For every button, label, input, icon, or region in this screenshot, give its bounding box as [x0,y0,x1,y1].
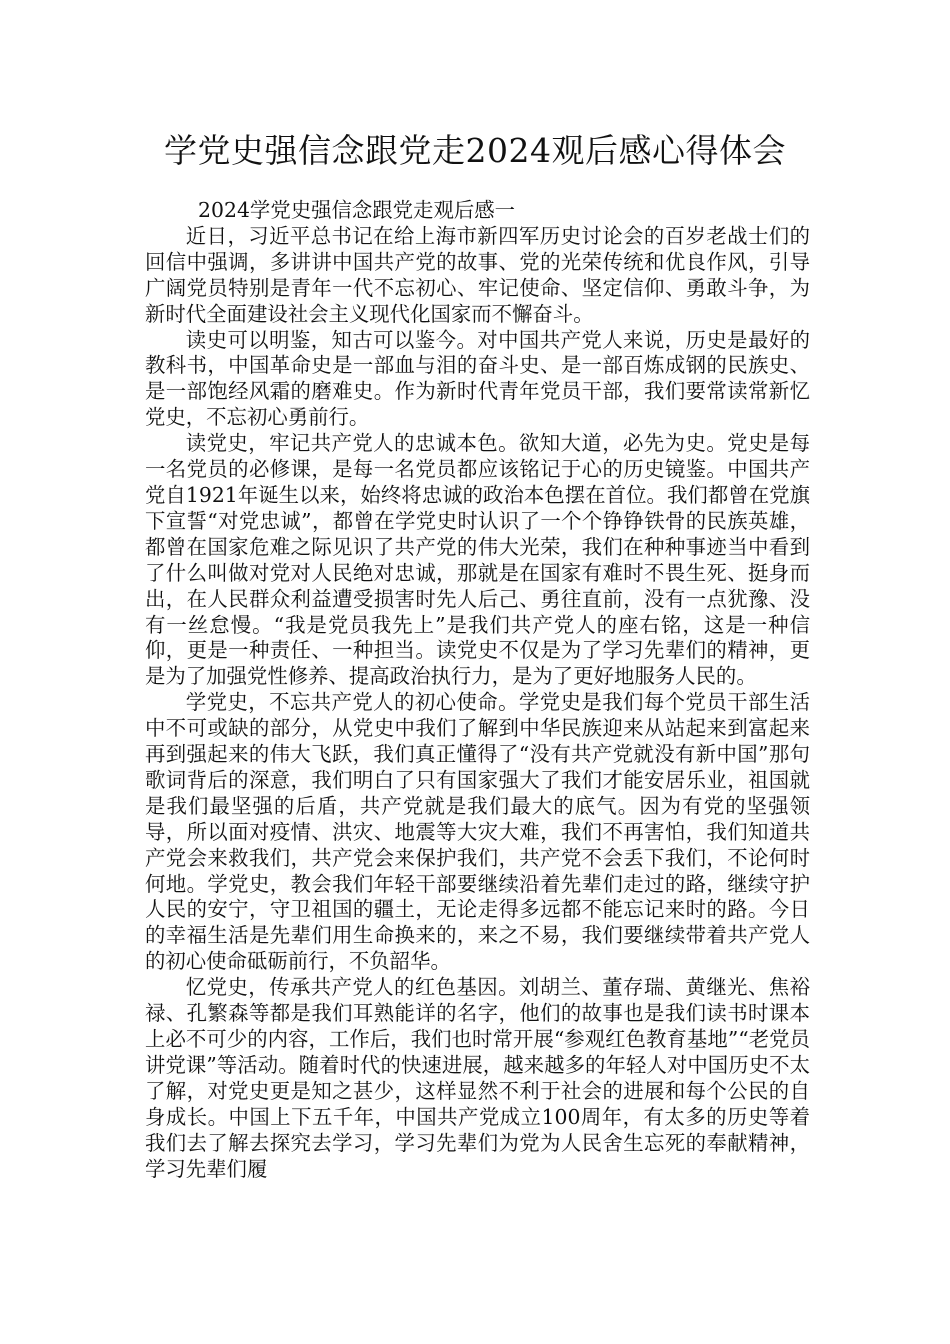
paragraph-mission: 学党史，不忘共产党人的初心使命。学党史是我们每个党员干部生活中不可或缺的部分，从党史中我们了解到中华民族迎来从站起来到富起来再到强起来的伟大飞跃，我们真正懂得了“没有共产党就没有新中国”那句歌词背后的深意，我们明白了只有国家强大了我们才能安居乐业，祖国就是我们最坚强的后盾，共产党就是我们最大的底气。因为有党的坚强领导，所以面对疫情、洪灾、地震等大灾大难，我们不再害怕，我们知道共产党会来救我们，共产党会来保护我们，共产党不会丢下我们，不论何时何地。学党史，教会我们年轻干部要继续沿着先辈们走过的路，继续守护人民的安宁，守卫祖国的疆土，无论走得多远都不能忘记来时的路。今日的幸福生活是先辈们用生命换来的，来之不易，我们要继续带着共产党人的初心使命砥砺前行，不负韶华。 [145,690,810,974]
paragraph-history-mirror: 读史可以明鉴，知古可以鉴今。对中国共产党人来说，历史是最好的教科书，中国革命史是一部血与泪的奋斗史、是一部百炼成钢的民族史、是一部饱经风霜的磨难史。作为新时代青年党员干部，我们要常读常新忆党史，不忘初心勇前行。 [145,327,810,430]
document-body [145,198,810,1182]
paragraph-red-gene: 忆党史，传承共产党人的红色基因。刘胡兰、董存瑞、黄继光、焦裕禄、孔繁森等都是我们耳熟能详的名字，他们的故事也是我们读书时课本上必不可少的内容，工作后，我们也时常开展“参观红色教育基地”“老党员讲党课”等活动。随着时代的快速进展，越来越多的年轻人对中国历史不太了解，对党史更是知之甚少，这样显然不利于社会的进展和每个公民的自身成长。中国上下五千年，中国共产党成立100周年，有太多的历史等着我们去了解去探究去学习，学习先辈们为党为人民舍生忘死的奉献精神，学习先辈们履 [145,975,810,1181]
paragraph-loyalty: 读党史，牢记共产党人的忠诚本色。欲知大道，必先为史。党史是每一名党员的必修课，是每一名党员都应该铭记于心的历史镜鉴。中国共产党自1921年诞生以来，始终将忠诚的政治本色摆在首位。我们都曾在党旗下宣誓“对党忠诚”，都曾在学党史时认识了一个个铮铮铁骨的民族英雄，都曾在国家危难之际见识了共产党的伟大光荣，我们在种种事迹当中看到了什么叫做对党对人民绝对忠诚，那就是在国家有难时不畏生死、挺身而出，在人民群众利益遭受损害时先人后己、勇往直前，没有一点犹豫、没有一丝怠慢。“我是党员我先上”是我们共产党人的座右铭，这是一种信仰，更是一种责任、一种担当。读党史不仅是为了学习先辈们的精神，更是为了加强党性修养、提高政治执行力，是为了更好地服务人民的。 [145,431,810,689]
paragraph-intro: 近日，习近平总书记在给上海市新四军历史讨论会的百岁老战士们的回信中强调，多讲讲中国共产党的故事、党的光荣传统和优良作风，引导广阔党员特别是青年一代不忘初心、牢记使命、坚定信仰、勇敢斗争，为新时代全面建设社会主义现代化国家而不懈奋斗。 [145,223,810,326]
essay-subheading: 2024学党史强信念跟党走观后感一 [198,198,516,222]
document-title: 学党史强信念跟党走2024观后感心得体会 [164,131,786,170]
